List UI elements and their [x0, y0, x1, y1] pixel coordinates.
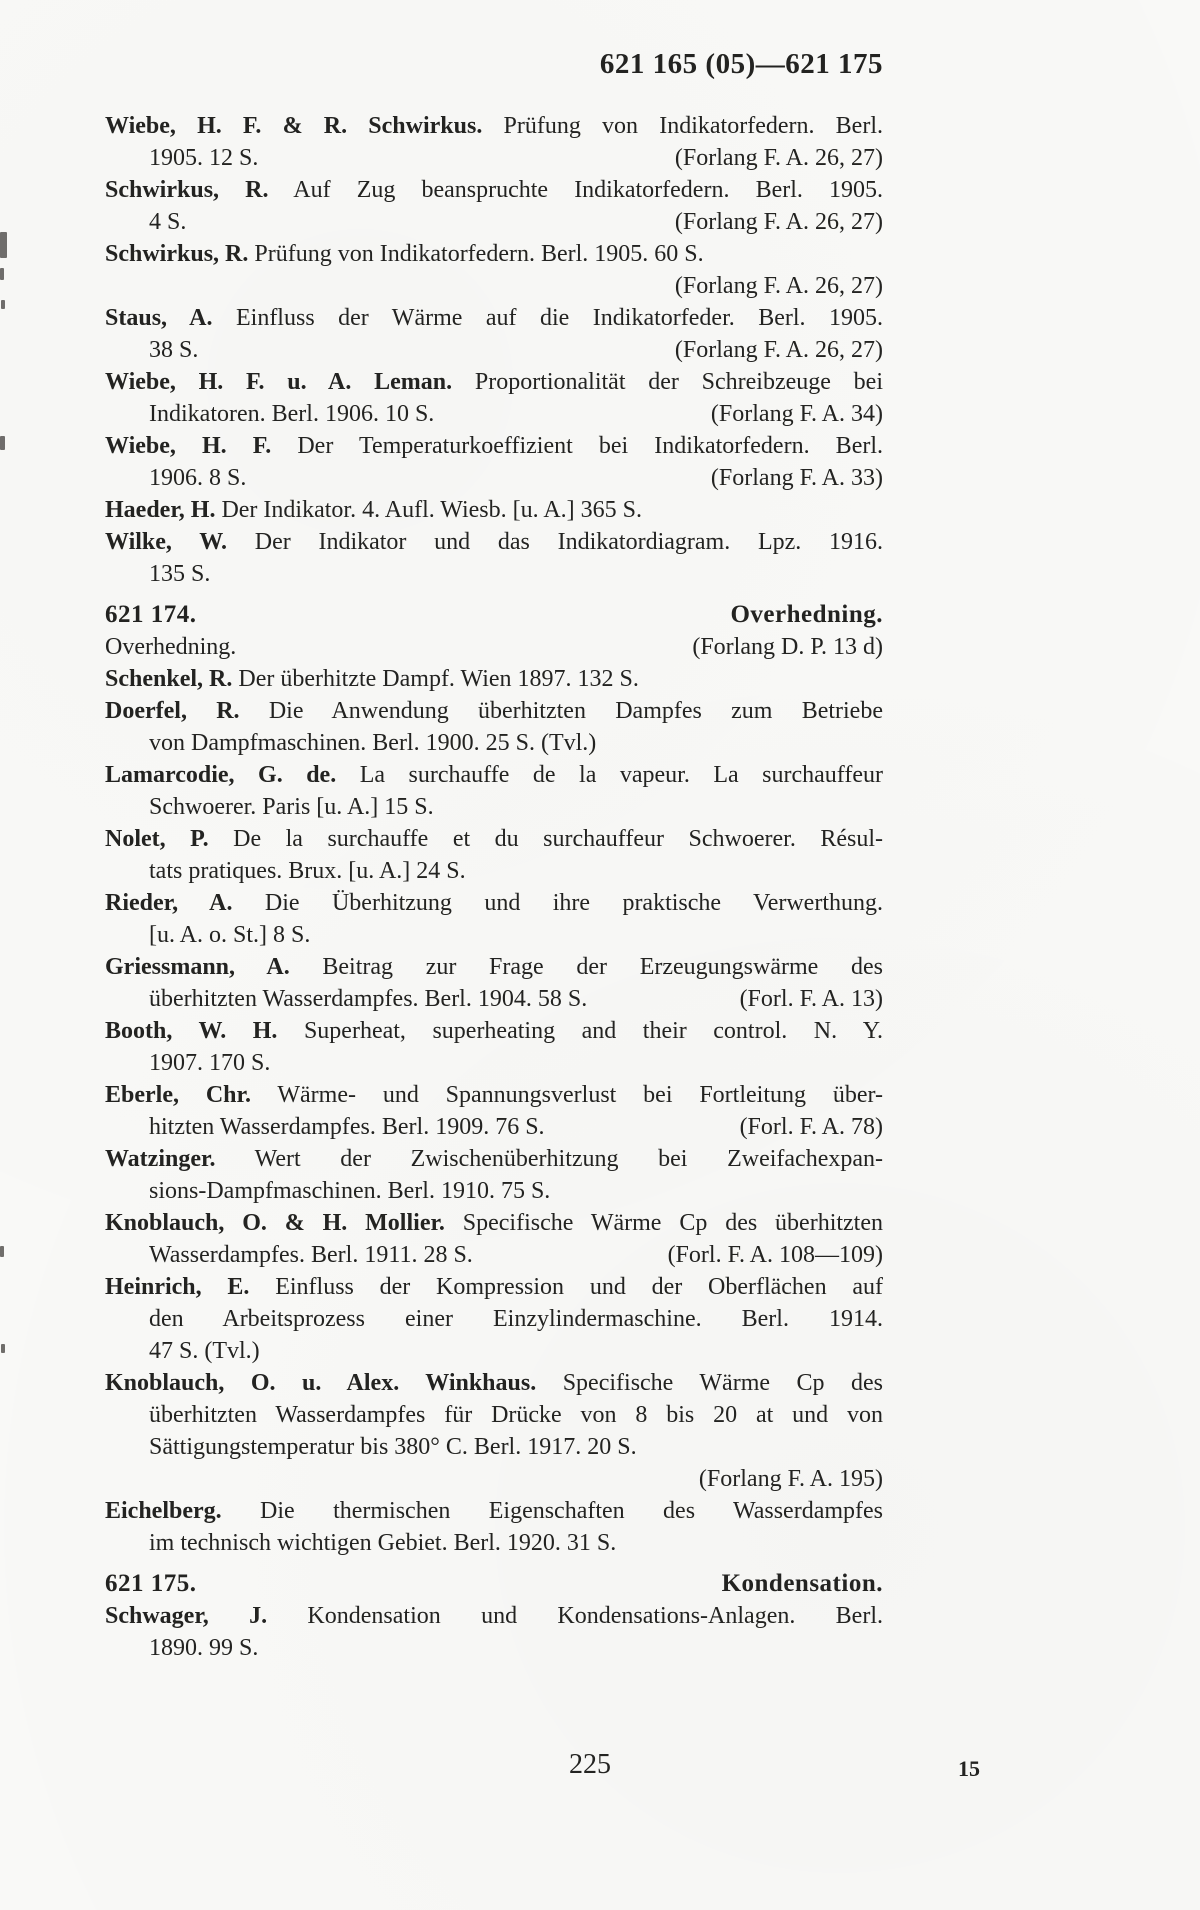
bib-entry-line: [105, 1111, 883, 1143]
catalog-reference: (Forlang F. A. 34): [710, 401, 883, 427]
section-title: Kondensation.: [721, 1570, 883, 1597]
line-left: [149, 561, 210, 587]
author-name: Schwager, J.: [105, 1603, 268, 1629]
entry-text: Die Anwendung überhitzten Dampfes zum Betriebe: [239, 698, 883, 724]
entry-text: Der Indikator. 4. Aufl. Wiesb. [u. A.] 365 S.: [215, 497, 642, 523]
author-name: Doerfel, R.: [105, 698, 240, 724]
catalog-reference: (Forl. F. A. 78): [739, 1114, 883, 1140]
line-left: [105, 177, 883, 203]
bib-entry-line: [105, 142, 883, 174]
line-left: [105, 1498, 883, 1524]
author-name: Booth, W. H.: [105, 1018, 278, 1044]
page-header-classification: 621 165 (05)—621 175: [599, 48, 883, 80]
entry-text: Wert der Zwischenüberhitzung bei Zweifachexpan-: [215, 1146, 883, 1172]
line-left: [105, 433, 883, 459]
entry-text: Proportionalität der Schreibzeuge bei: [452, 369, 883, 395]
bib-entry-line: [105, 302, 883, 334]
line-left: [105, 1082, 883, 1108]
bib-entry-line: [105, 110, 883, 142]
bib-entry-line: [105, 1527, 883, 1559]
line-left: [149, 1111, 545, 1143]
author-name: Eichelberg.: [105, 1498, 222, 1524]
entry-text: Der Indikator und das Indikatordiagram. Lpz. 1916.: [227, 529, 883, 555]
entry-text: sions-Dampfmaschinen. Berl. 1910. 75 S.: [149, 1178, 551, 1204]
entry-text: Specifische Wärme Cp des: [536, 1370, 883, 1396]
line-left: [149, 1434, 637, 1460]
line-left: [149, 1306, 883, 1332]
section-number: 621 175.: [105, 1570, 197, 1597]
bib-entry-line: [105, 887, 883, 919]
line-left: [105, 762, 883, 788]
section-heading: [105, 1568, 883, 1600]
bib-entry-line: [105, 1143, 883, 1175]
catalog-reference: (Forlang F. A. 26, 27): [674, 145, 883, 171]
bib-entry-line: [105, 1495, 883, 1527]
bib-entry-line: [105, 366, 883, 398]
author-name: Watzinger.: [105, 1146, 216, 1172]
author-name: Wiebe, H. F.: [105, 433, 272, 459]
bib-entry-line: [105, 1463, 883, 1495]
line-left: [149, 730, 596, 756]
scan-artifact: [1, 300, 5, 309]
line-left: [105, 631, 236, 663]
author-name: Knoblauch, O. u. Alex. Winkhaus.: [105, 1370, 537, 1396]
entry-text: Prüfung von Indikatorfedern. Berl. 1905. 60 S.: [248, 241, 704, 267]
entry-text: überhitzten Wasserdampfes. Berl. 1904. 58 S.: [149, 986, 588, 1012]
entry-text: Der überhitzte Dampf. Wien 1897. 132 S.: [232, 666, 639, 692]
bib-entry-line: [105, 206, 883, 238]
line-left: [105, 113, 883, 139]
entry-text: Superheat, superheating and their control. N. Y.: [277, 1018, 883, 1044]
author-name: Schwirkus, R.: [105, 177, 269, 203]
bib-entry-line: [105, 462, 883, 494]
bib-entry-line: [105, 855, 883, 887]
entry-text: Die thermischen Eigenschaften des Wasserdampfes: [221, 1498, 883, 1524]
entry-text: von Dampfmaschinen. Berl. 1900. 25 S. (Tvl.): [149, 730, 597, 756]
entry-text: Kondensation und Kondensations-Anlagen. Berl.: [267, 1603, 883, 1629]
line-left: [149, 1050, 270, 1076]
page-number: 225: [569, 1749, 611, 1780]
entry-text: La surchauffe de la vapeur. La surchauffeur: [336, 762, 883, 788]
bib-entry-line: [105, 1431, 883, 1463]
line-left: [149, 206, 186, 238]
bib-entry-line: [105, 1600, 883, 1632]
bib-entry-line: [105, 334, 883, 366]
entry-text: Auf Zug beanspruchte Indikatorfedern. Berl. 1905.: [268, 177, 883, 203]
entry-text: Beitrag zur Frage der Erzeugungswärme des: [289, 954, 883, 980]
author-name: Eberle, Chr.: [105, 1082, 251, 1108]
bib-entry-line: [105, 663, 883, 695]
line-left: [149, 1239, 473, 1271]
line-left: [105, 826, 883, 852]
catalog-reference: (Forlang F. A. 26, 27): [674, 337, 883, 363]
entry-text: Sättigungstemperatur bis 380° C. Berl. 1917. 20 S.: [149, 1434, 637, 1460]
bib-entry-line: [105, 631, 883, 663]
entry-text: 1905. 12 S.: [149, 145, 259, 171]
catalog-reference: (Forlang D. P. 13 d): [692, 634, 883, 660]
line-left: [105, 305, 883, 331]
scan-artifact: [0, 436, 5, 450]
line-left: [105, 666, 639, 692]
bib-entry-line: [105, 919, 883, 951]
line-left: [149, 858, 466, 884]
catalog-reference: (Forlang F. A. 33): [710, 465, 883, 491]
bib-entry-line: [105, 1399, 883, 1431]
catalog-reference: (Forl. F. A. 108—109): [667, 1242, 883, 1268]
line-left: [149, 142, 258, 174]
entry-text: überhitzten Wasserdampfes für Drücke von 8 bis 20 at und von: [149, 1402, 883, 1428]
line-left: [105, 954, 883, 980]
catalog-reference: (Forl. F. A. 13): [739, 986, 883, 1012]
bib-entry-line: [105, 526, 883, 558]
line-left: [105, 529, 883, 555]
entry-text: [u. A. o. St.] 8 S.: [149, 922, 311, 948]
bib-entry-line: [105, 1367, 883, 1399]
section-title: Overhedning.: [730, 601, 883, 628]
line-left: [149, 922, 310, 948]
text-column: [105, 46, 883, 1664]
bib-entry-line: [105, 823, 883, 855]
line-left: [149, 462, 246, 494]
bib-entry-line: [105, 1632, 883, 1664]
entry-text: 47 S. (Tvl.): [149, 1338, 260, 1364]
entry-text: De la surchauffe et du surchauffeur Schwoerer. Résul-: [208, 826, 883, 852]
bib-entry-line: [105, 174, 883, 206]
entry-text: im technisch wichtigen Gebiet. Berl. 1920. 31 S.: [149, 1530, 617, 1556]
scan-artifact: [0, 1246, 4, 1257]
bib-entry-line: [105, 1303, 883, 1335]
entry-text: 135 S.: [149, 561, 211, 587]
line-left: [105, 1370, 883, 1396]
entry-text: hitzten Wasserdampfes. Berl. 1909. 76 S.: [149, 1114, 545, 1140]
bib-entry-line: [105, 1335, 883, 1367]
line-left: [149, 794, 434, 820]
author-name: Wilke, W.: [105, 529, 227, 555]
entry-text: Wärme- und Spannungsverlust bei Fortleitung über-: [250, 1082, 883, 1108]
bib-entry-line: [105, 430, 883, 462]
scan-artifact: [0, 232, 7, 258]
bib-entry-line: [105, 727, 883, 759]
entry-text: 1906. 8 S.: [149, 465, 247, 491]
line-left: [149, 398, 434, 430]
line-left: [105, 369, 883, 395]
bib-entry-line: [105, 1207, 883, 1239]
bib-entry-line: [105, 983, 883, 1015]
bib-entry-line: [105, 558, 883, 590]
bib-entry-line: [105, 695, 883, 727]
author-name: Schwirkus, R.: [105, 241, 249, 267]
entry-text: Wasserdampfes. Berl. 1911. 28 S.: [149, 1242, 473, 1268]
entry-text: Einfluss der Kompression und der Oberflächen auf: [249, 1274, 883, 1300]
entry-text: Schwoerer. Paris [u. A.] 15 S.: [149, 794, 434, 820]
author-name: Haeder, H.: [105, 497, 216, 523]
line-left: [105, 1568, 197, 1600]
entry-text: Einfluss der Wärme auf die Indikatorfeder. Berl. 1905.: [212, 305, 883, 331]
bib-entry-line: [105, 1047, 883, 1079]
entry-text: Die Überhitzung und ihre praktische Verwerthung.: [232, 890, 883, 916]
author-name: Wiebe, H. F. u. A. Leman.: [105, 369, 453, 395]
bib-entry-line: [105, 238, 883, 270]
bib-entry-line: [105, 1015, 883, 1047]
entry-text: 4 S.: [149, 209, 187, 235]
bib-entry-line: [105, 759, 883, 791]
line-left: [149, 983, 587, 1015]
entry-text: 1890. 99 S.: [149, 1635, 259, 1661]
line-left: [149, 1530, 616, 1556]
section-heading: [105, 599, 883, 631]
bib-entry-line: [105, 1271, 883, 1303]
author-name: Staus, A.: [105, 305, 213, 331]
author-name: Griessmann, A.: [105, 954, 290, 980]
entry-text: den Arbeitsprozess einer Einzylindermaschine. Berl. 1914.: [149, 1306, 883, 1332]
author-name: Lamarcodie, G. de.: [105, 762, 337, 788]
catalog-reference: (Forlang F. A. 195): [698, 1466, 883, 1492]
author-name: Nolet, P.: [105, 826, 209, 852]
scan-artifact: [1, 1344, 5, 1353]
line-left: [105, 1210, 883, 1236]
line-left: [149, 1178, 550, 1204]
catalog-reference: (Forlang F. A. 26, 27): [674, 209, 883, 235]
catalog-reference: (Forlang F. A. 26, 27): [674, 273, 883, 299]
author-name: Wiebe, H. F. & R. Schwirkus.: [105, 113, 483, 139]
line-left: [149, 1338, 260, 1364]
line-left: [105, 497, 642, 523]
line-left: [105, 1018, 883, 1044]
entry-text: Specifische Wärme Cp des überhitzten: [444, 1210, 883, 1236]
line-left: [105, 599, 197, 631]
line-left: [149, 1402, 883, 1428]
sheet-number: 15: [958, 1756, 980, 1781]
bib-entry-line: [105, 1175, 883, 1207]
author-name: Knoblauch, O. & H. Mollier.: [105, 1210, 445, 1236]
entry-text: 38 S.: [149, 337, 199, 363]
entry-text: Overhedning.: [105, 634, 237, 660]
line-left: [105, 1603, 883, 1629]
bib-entry-line: [105, 270, 883, 302]
author-name: Schenkel, R.: [105, 666, 233, 692]
author-name: Heinrich, E.: [105, 1274, 250, 1300]
bibliography: [105, 110, 883, 1664]
line-left: [105, 698, 883, 724]
line-left: [105, 241, 704, 267]
entry-text: 1907. 170 S.: [149, 1050, 271, 1076]
bib-entry-line: [105, 494, 883, 526]
scan-artifact: [0, 268, 4, 280]
line-left: [105, 1274, 883, 1300]
entry-text: Der Temperaturkoeffizient bei Indikatorfedern. Berl.: [271, 433, 883, 459]
line-left: [105, 1146, 883, 1172]
author-name: Rieder, A.: [105, 890, 233, 916]
line-left: [149, 334, 198, 366]
entry-text: Prüfung von Indikatorfedern. Berl.: [482, 113, 883, 139]
bib-entry-line: [105, 791, 883, 823]
line-left: [149, 1635, 258, 1661]
line-left: [105, 890, 883, 916]
bib-entry-line: [105, 398, 883, 430]
entry-text: tats pratiques. Brux. [u. A.] 24 S.: [149, 858, 466, 884]
bib-entry-line: [105, 1239, 883, 1271]
bib-entry-line: [105, 951, 883, 983]
entry-text: Indikatoren. Berl. 1906. 10 S.: [149, 401, 435, 427]
section-number: 621 174.: [105, 601, 197, 628]
bib-entry-line: [105, 1079, 883, 1111]
